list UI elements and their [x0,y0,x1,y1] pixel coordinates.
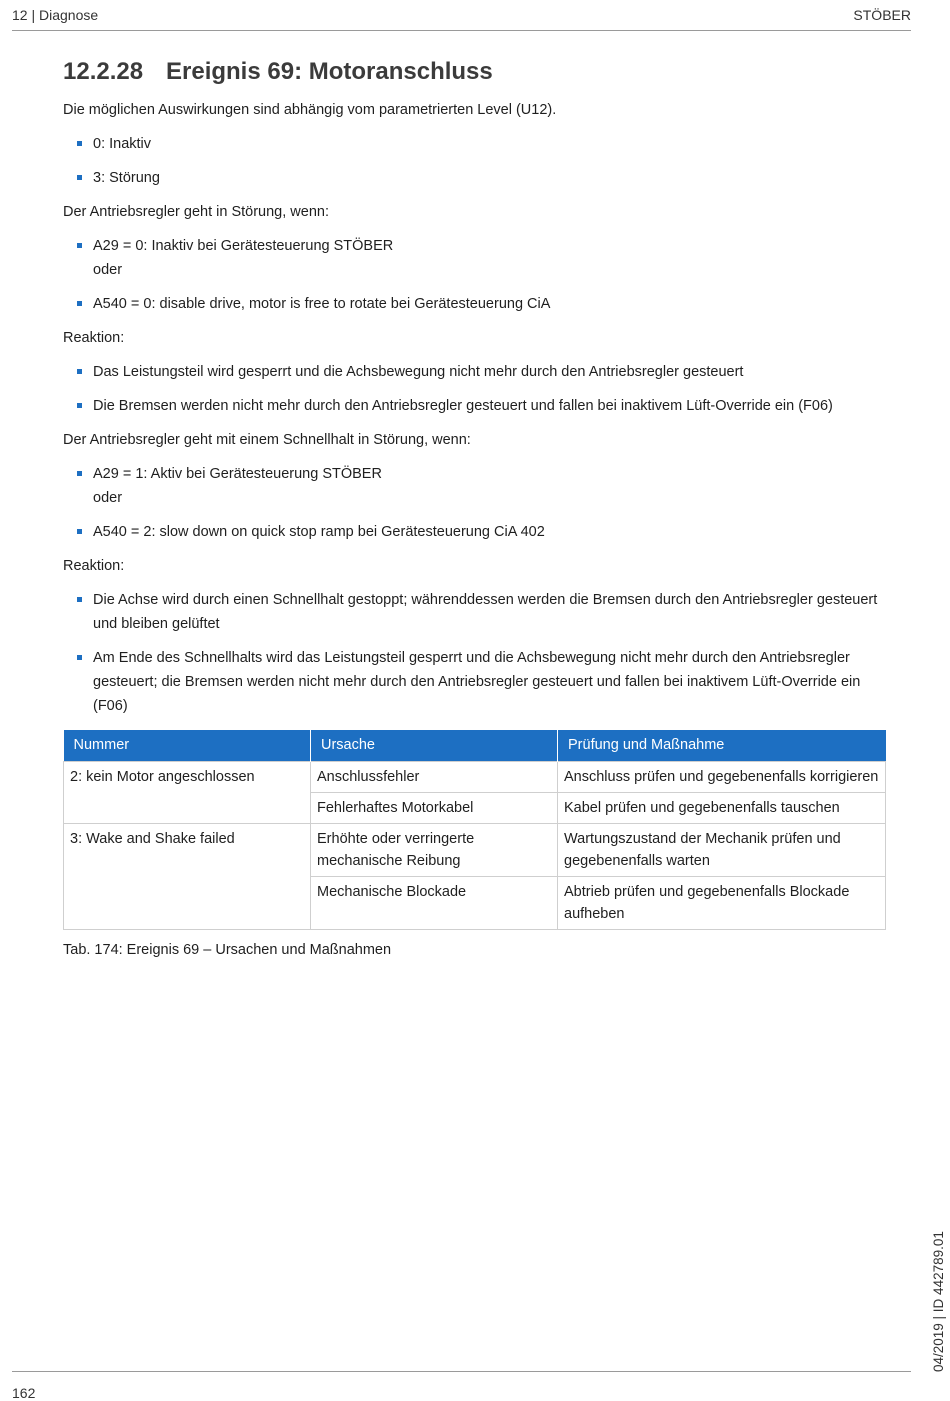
main-content [63,56,887,961]
document-id: 04/2019 | ID 442789.01 [931,1231,946,1372]
section-title: Ereignis 69: Motoranschluss [166,58,493,85]
page-number: 162 [12,1385,36,1401]
table-header-row [64,730,886,762]
intro-paragraph: Die möglichen Auswirkungen sind abhängig vom parametrierten Level (U12). [63,102,557,118]
table-cell-cause: Mechanische Blockade [311,877,558,930]
table-row [64,824,886,877]
list-item: A540 = 2: slow down on quick stop ramp bei Gerätesteuerung CiA 402 [63,520,887,544]
list-item: A29 = 1: Aktiv bei Gerätesteuerung STÖBER oder [63,462,887,510]
table-cell-action: Kabel prüfen und gegebenenfalls tauschen [558,793,886,824]
reaction-label: Reaktion: [63,330,125,346]
fault-condition: Der Antriebsregler geht in Störung, wenn: [63,204,329,220]
bullet-icon [77,301,82,306]
list-item: 3: Störung [63,166,887,190]
quickstop-condition: Der Antriebsregler geht mit einem Schnellhalt in Störung, wenn: [63,432,471,448]
table-cell-number: 2: kein Motor angeschlossen [64,762,311,824]
header-divider [12,30,911,31]
bullet-icon [77,471,82,476]
list-item: Die Achse wird durch einen Schnellhalt gestoppt; währenddessen werden die Bremsen durch den Antriebsregler gesteuert und bleiben gelüftet [63,588,887,636]
column-header: Nummer [64,730,311,762]
bullet-icon [77,141,82,146]
causes-table [63,730,886,930]
reaction-label: Reaktion: [63,558,125,574]
table-cell-cause: Erhöhte oder verringerte mechanische Reibung [311,824,558,877]
reaction-list [63,588,887,718]
bullet-icon [77,529,82,534]
bullet-icon [77,655,82,660]
bullet-icon [77,403,82,408]
table-cell-action: Anschluss prüfen und gegebenenfalls korrigieren [558,762,886,793]
list-item: Das Leistungsteil wird gesperrt und die Achsbewegung nicht mehr durch den Antriebsregler gesteuert [63,360,887,384]
quickstop-list [63,462,887,544]
bullet-icon [77,597,82,602]
header-brand: STÖBER [853,7,911,23]
section-number: 12.2.28 [63,58,144,85]
footer-divider [12,1371,911,1372]
fault-list [63,234,887,316]
bullet-icon [77,243,82,248]
levels-list [63,132,887,190]
list-item: A29 = 0: Inaktiv bei Gerätesteuerung STÖBER oder [63,234,887,282]
column-header: Prüfung und Maßnahme [558,730,886,762]
bullet-icon [77,175,82,180]
list-item: Die Bremsen werden nicht mehr durch den Antriebsregler gesteuert und fallen bei inaktivem Lüft-Override ein (F06) [63,394,887,418]
table-cell-cause: Fehlerhaftes Motorkabel [311,793,558,824]
table-cell-action: Abtrieb prüfen und gegebenenfalls Blockade aufheben [558,877,886,930]
table-cell-cause: Anschlussfehler [311,762,558,793]
table-row [64,762,886,793]
reaction-list [63,360,887,418]
column-header: Ursache [311,730,558,762]
table-caption: Tab. 174: Ereignis 69 – Ursachen und Maßnahmen [63,942,392,958]
section-heading [63,56,887,87]
list-item: A540 = 0: disable drive, motor is free to rotate bei Gerätesteuerung CiA [63,292,887,316]
table-cell-action: Wartungszustand der Mechanik prüfen und gegebenenfalls warten [558,824,886,877]
table-cell-number: 3: Wake and Shake failed [64,824,311,930]
bullet-icon [77,369,82,374]
header-section: 12 | Diagnose [12,7,99,23]
list-item: 0: Inaktiv [63,132,887,156]
list-item: Am Ende des Schnellhalts wird das Leistungsteil gesperrt und die Achsbewegung nicht mehr durch den Antriebsregler gesteuert; die Bremsen werden nicht mehr durch den Antriebsregler gesteuert und fallen bei inaktivem Lüft-Override ein (F06) [63,646,887,718]
